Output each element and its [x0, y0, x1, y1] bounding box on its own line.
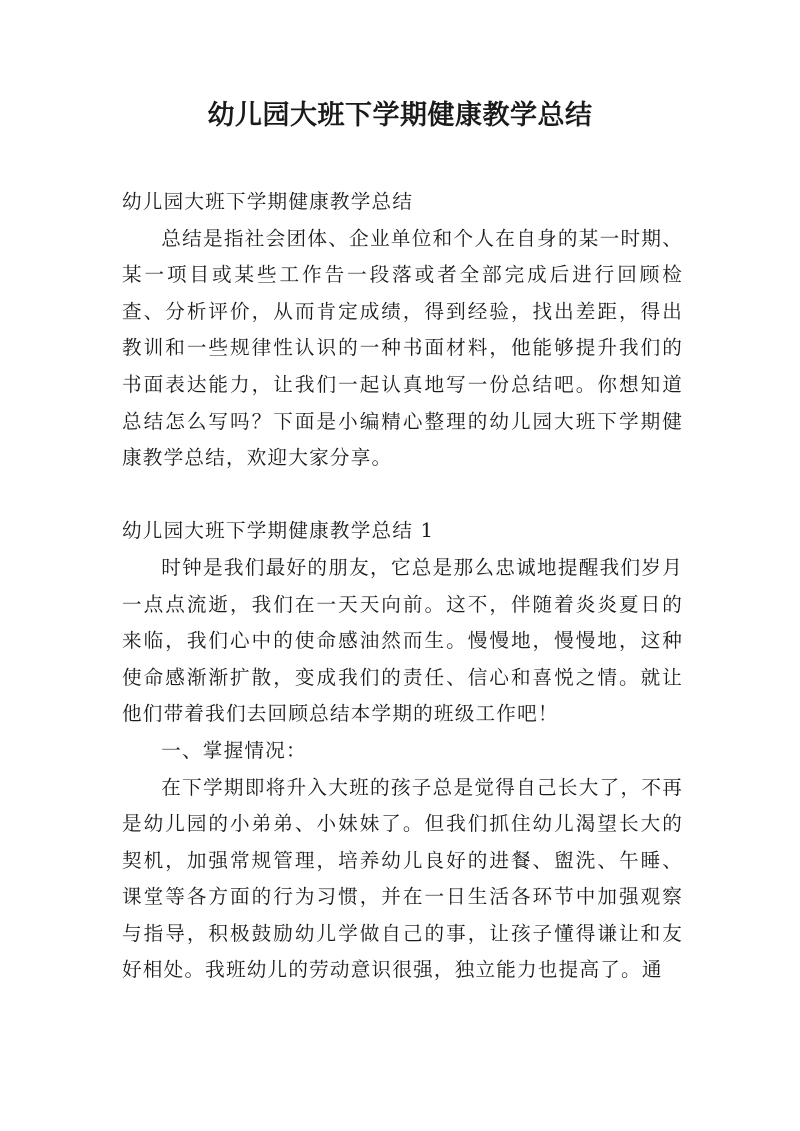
intro-paragraph: 总结是指社会团体、企业单位和个人在自身的某一时期、某一项目或某些工作告一段落或者全部完成后进行回顾检查、分析评价，从而肯定成绩，得到经验，找出差距，得出教训和一些规律性认识的一种书面材料，他能够提升我们的书面表达能力，让我们一起认真地写一份总结吧。你想知道总结怎么写吗？下面是小编精心整理的幼儿园大班下学期健康教学总结，欢迎大家分享。 — [122, 226, 683, 470]
document-title: 幼儿园大班下学期健康教学总结 — [207, 100, 593, 131]
body-paragraph: 在下学期即将升入大班的孩子总是觉得自己长大了，不再是幼儿园的小弟弟、小妹妹了。但我们抓住幼儿渴望长大的契机，加强常规管理，培养幼儿良好的进餐、盥洗、午睡、课堂等各方面的行为习惯，并在一日生活各环节中加强观察与指导，积极鼓励幼儿学做自己的事，让孩子懂得谦让和友好相处。我班幼儿的劳动意识很强，独立能力也提高了。通 — [122, 775, 683, 982]
intro-heading: 幼儿园大班下学期健康教学总结 — [122, 190, 414, 213]
section-heading: 幼儿园大班下学期健康教学总结 1 — [122, 519, 435, 543]
subheading: 一、掌握情况： — [161, 738, 307, 762]
body-paragraph: 时钟是我们最好的朋友，它总是那么忠诚地提醒我们岁月一点点流逝，我们在一天天向前。这不，伴随着炎炎夏日的来临，我们心中的使命感油然而生。慢慢地，慢慢地，这种使命感渐渐扩散，变成我们的责任、信心和喜悦之情。就让他们带着我们去回顾总结本学期的班级工作吧！ — [122, 555, 683, 726]
paragraph-gap — [122, 477, 683, 514]
document-body — [122, 184, 683, 989]
